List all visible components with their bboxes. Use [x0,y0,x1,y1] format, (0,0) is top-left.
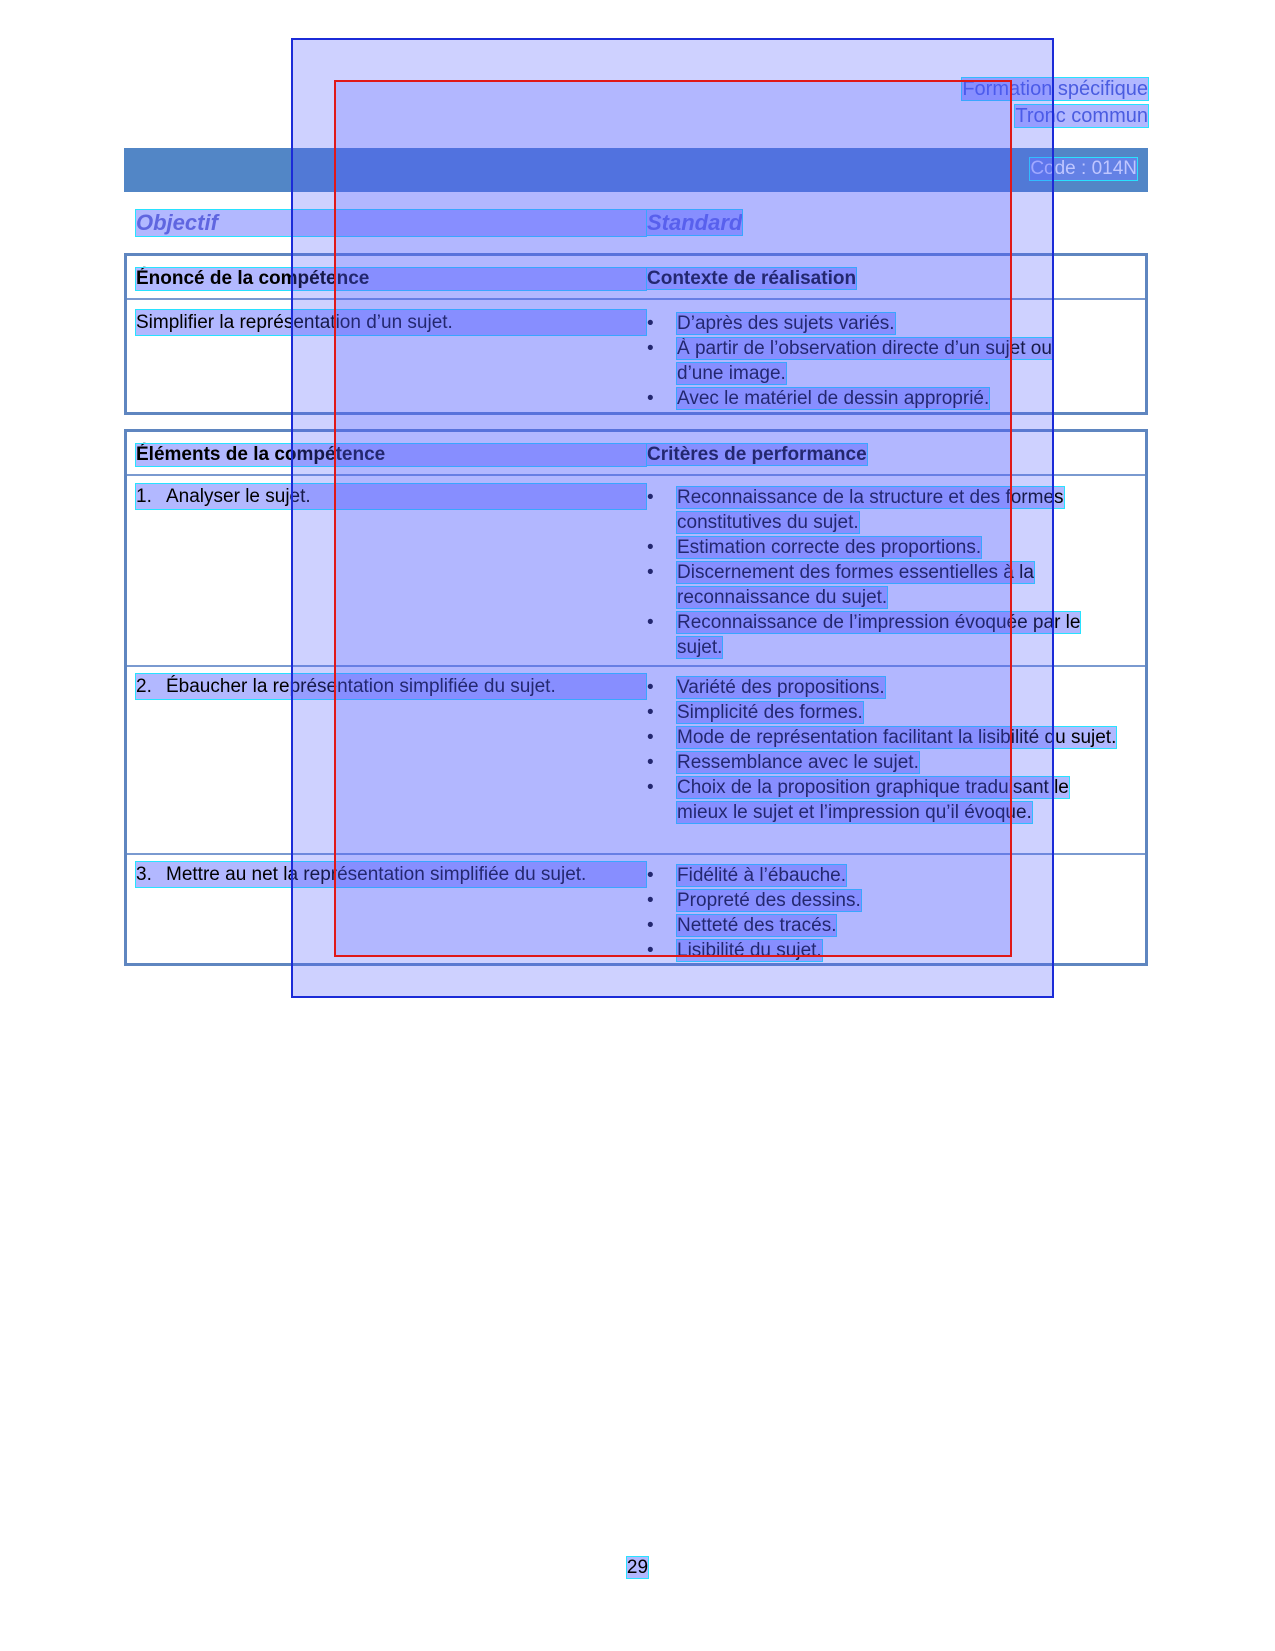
objective-heading-text: Objectif [136,210,646,236]
criterion-text: Ressemblance avec le sujet. [677,752,919,773]
statement-column-header-text: Énoncé de la compétence [136,268,646,290]
table-row [136,484,646,509]
page-number [0,1557,1275,1579]
statement-column-header [136,268,646,290]
list-item [647,485,1117,535]
table2-header-row [127,432,1145,476]
program-subtitle [1015,104,1148,128]
criterion-text: Estimation correcte des proportions. [677,537,982,558]
criterion-text: Simplicité des formes. [677,702,863,723]
competency-elements-table [124,429,1148,966]
competency-statement-table [124,253,1148,415]
context-item-text: À partir de l’observation directe d’un sujet ou d’une image. [677,338,1052,384]
context-column-header-text: Contexte de réalisation [647,268,857,289]
competency-statement [136,310,646,335]
criterion-text: Fidélité à l’ébauche. [677,865,846,886]
list-item [647,535,1117,560]
criterion-text: Netteté des tracés. [677,915,837,936]
list-item [647,675,1117,700]
program-title-text: Formation spécifique [962,78,1148,100]
criterion-text: Reconnaissance de l’impression évoquée par le sujet. [677,612,1081,658]
list-item [647,560,1117,610]
element-number: 3. [136,864,152,885]
standard-heading [647,210,742,236]
code-banner [124,148,1148,192]
element-text: Mettre au net la représentation simplifiée du sujet. [166,864,587,885]
list-item [647,888,1117,913]
competency-statement-text: Simplifier la représentation d’un sujet. [136,310,646,335]
list-item [647,913,1117,938]
criteria-column-header-text: Critères de performance [647,444,867,465]
row-divider [127,853,1145,855]
program-subtitle-text: Tronc commun [1015,105,1148,127]
criterion-text: Variété des propositions. [677,677,885,698]
context-list [647,311,1087,411]
element-text: Ébaucher la représentation simplifiée du sujet. [166,676,556,697]
criteria-list-3 [647,863,1117,963]
list-item [647,863,1117,888]
list-item [647,336,1087,386]
program-title [962,77,1148,101]
criteria-list-2 [647,675,1117,825]
criteria-list-1 [647,485,1117,660]
row-divider [127,665,1145,667]
criterion-text: Discernement des formes essentielles à la reconnaissance du sujet. [677,562,1034,608]
list-item [647,610,1117,660]
elements-column-header-text: Éléments de la compétence [136,444,646,466]
element-3 [136,862,646,887]
context-item-text: D’après des sujets variés. [677,313,895,334]
criterion-text: Reconnaissance de la structure et des formes constitutives du sujet. [677,487,1064,533]
element-text: Analyser le sujet. [166,486,311,507]
objective-heading [136,210,646,236]
context-column-header [647,268,856,290]
table-row [136,862,646,887]
page-number-text: 29 [626,1557,649,1578]
table-row [136,674,646,699]
criteria-column-header [647,444,867,466]
list-item [647,386,1087,411]
list-item [647,775,1117,825]
standard-heading-text: Standard [647,210,743,235]
table1-header-row [127,256,1145,300]
list-item [647,938,1117,963]
list-item [647,311,1087,336]
criterion-text: Lisibilité du sujet. [677,940,822,961]
competency-code: Code : 014N [1030,158,1137,179]
element-number: 1. [136,486,152,507]
list-item [647,750,1117,775]
context-item-text: Avec le matériel de dessin approprié. [677,388,990,409]
element-2 [136,674,646,699]
list-item [647,725,1117,750]
list-item [647,700,1117,725]
element-number: 2. [136,676,152,697]
criterion-text: Mode de représentation facilitant la lisibilité du sujet. [677,727,1117,748]
criterion-text: Choix de la proposition graphique traduisant le mieux le sujet et l’impression qu’il évoque. [677,777,1069,823]
elements-column-header [136,444,646,466]
element-1 [136,484,646,509]
criterion-text: Propreté des dessins. [677,890,861,911]
